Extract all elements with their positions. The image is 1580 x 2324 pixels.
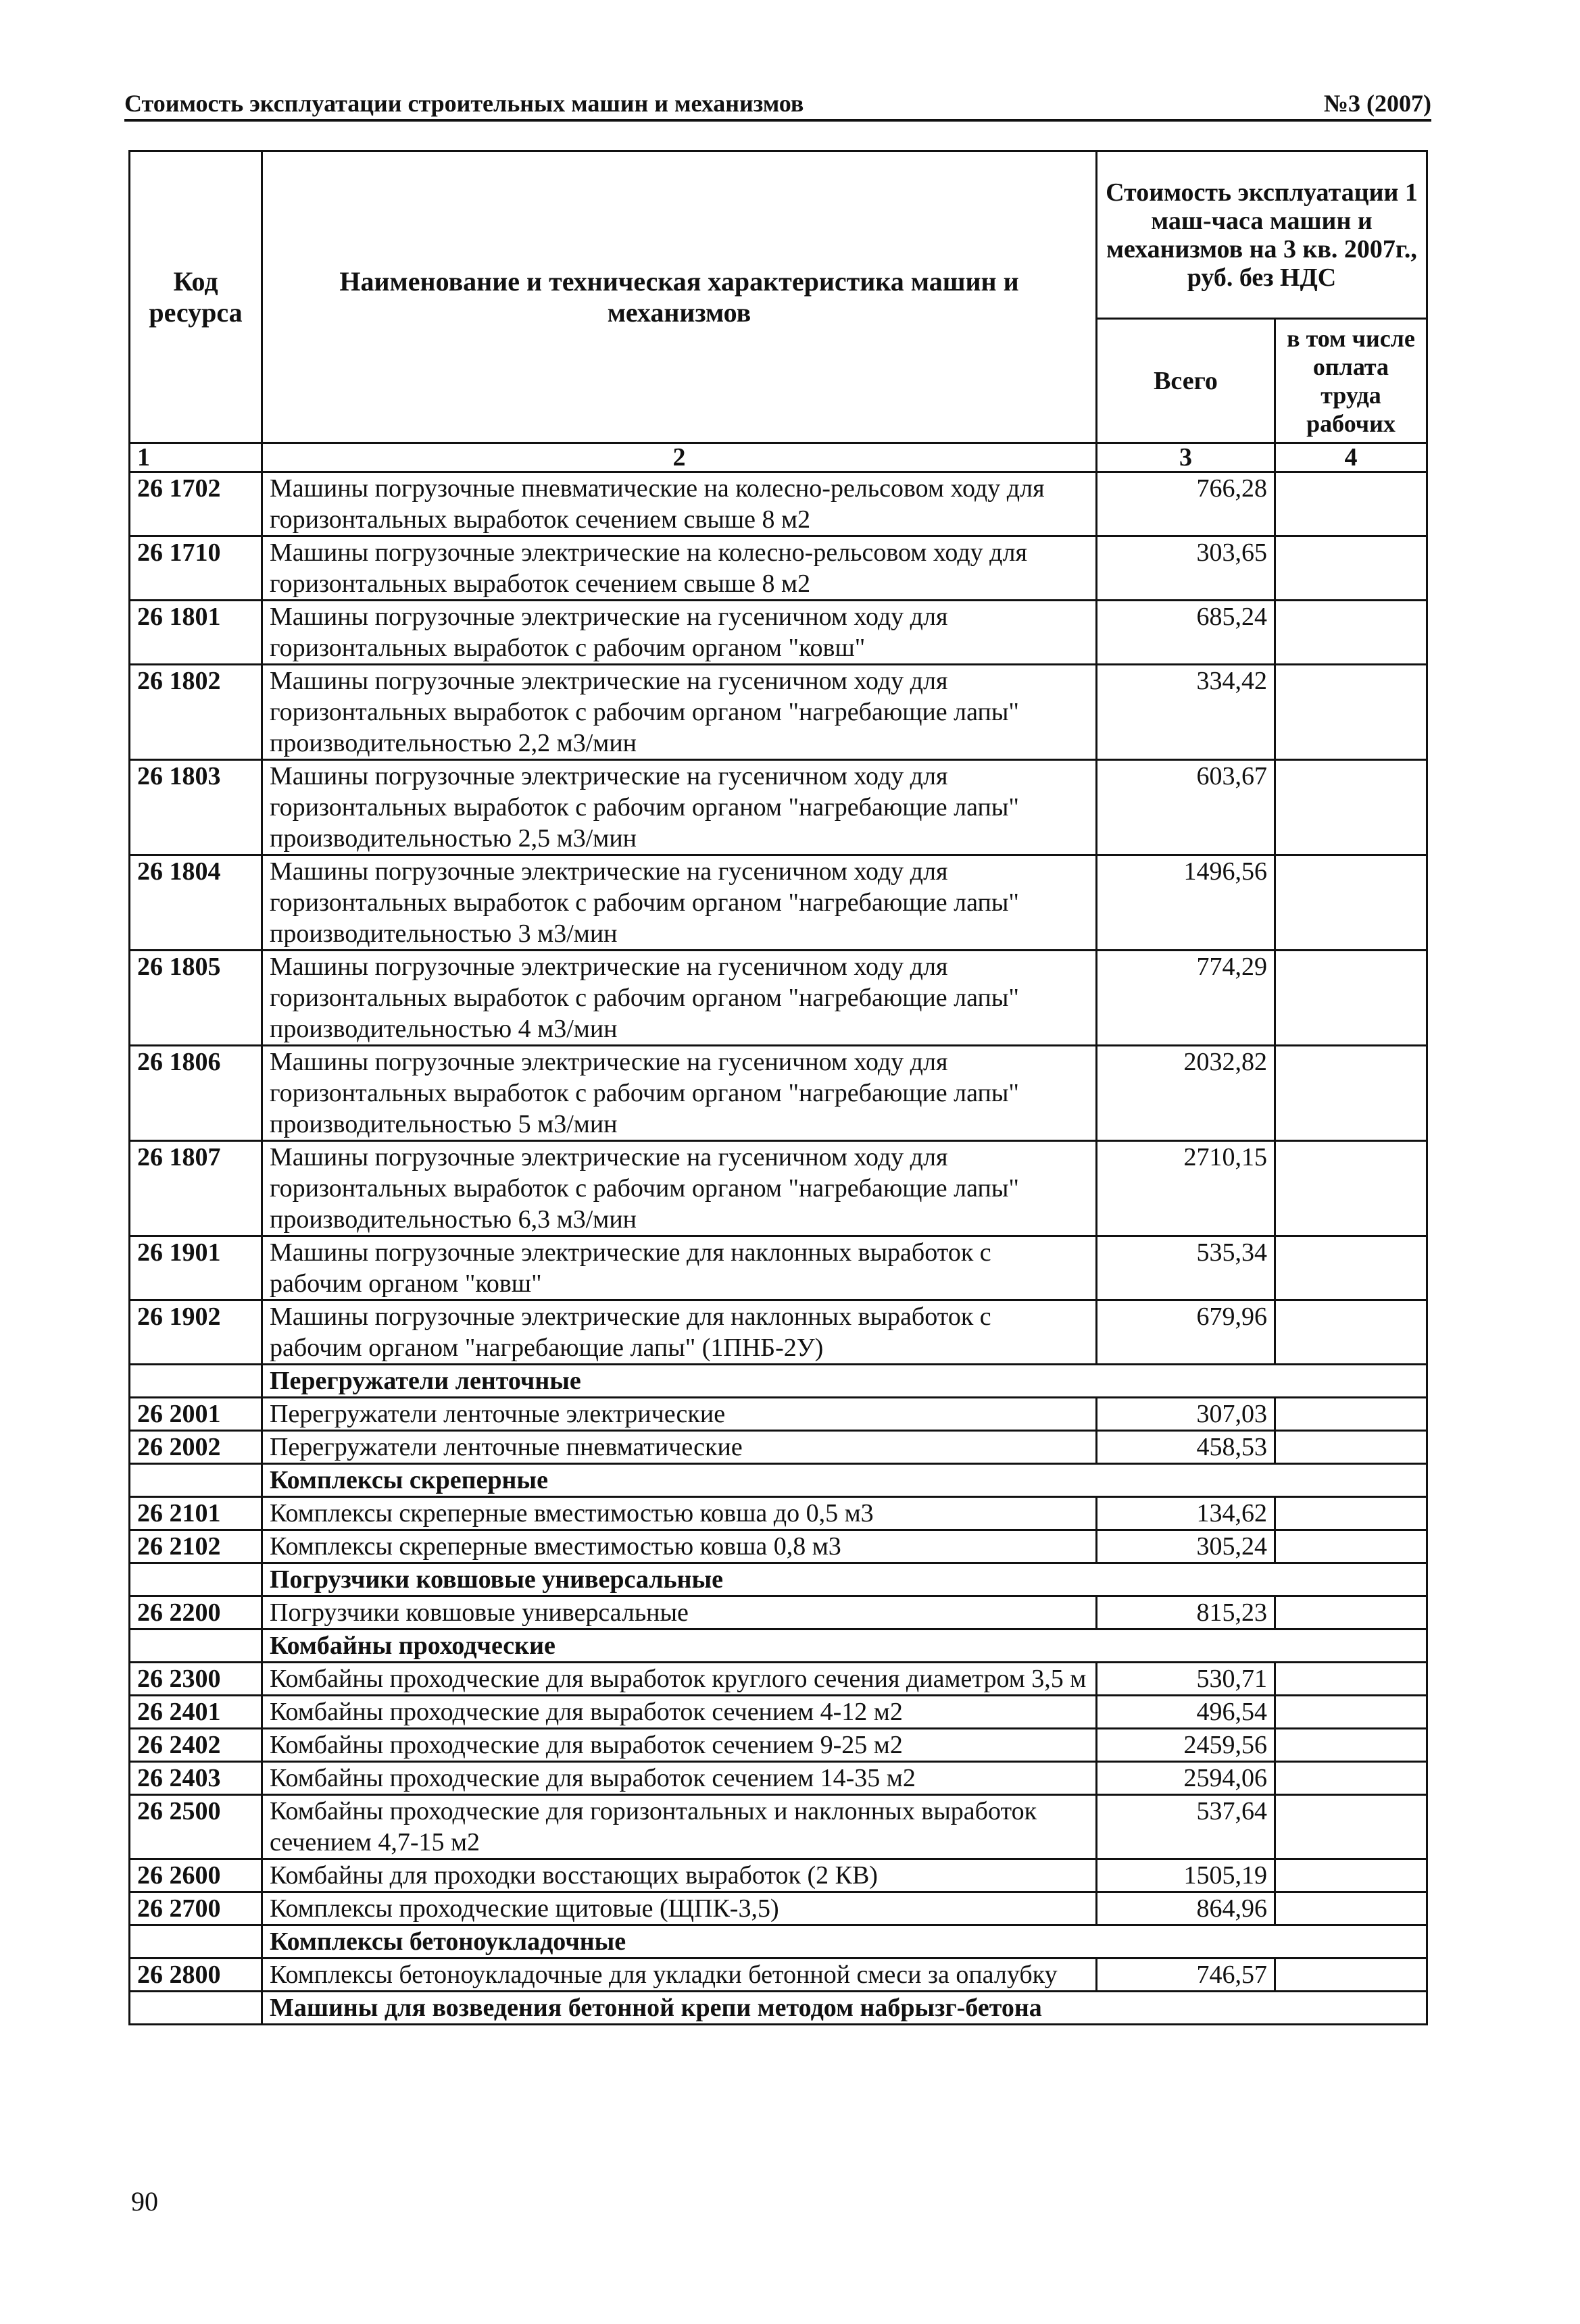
cost-total: 766,28 [1097,472,1275,536]
machine-name: Машины погрузочные электрические для наклонных выработок с рабочим органом "нагребающие лапы" (1ПНБ-2У) [262,1300,1097,1365]
running-header [124,88,1431,119]
table-row [130,1795,1427,1859]
resource-code: 26 1804 [130,855,262,951]
table-row [130,1046,1427,1141]
cost-total: 2710,15 [1097,1141,1275,1236]
issue-number: №3 (2007) [1323,90,1431,117]
section-row [130,1630,1427,1663]
table-row [130,1859,1427,1892]
section-title: Погрузчики ковшовые универсальные [262,1563,1427,1596]
table-row [130,855,1427,951]
labor-cost [1275,665,1427,760]
table-row [130,1497,1427,1530]
labor-cost [1275,1892,1427,1925]
cost-total: 530,71 [1097,1663,1275,1696]
resource-code: 26 1806 [130,1046,262,1141]
labor-cost [1275,601,1427,665]
table-row [130,665,1427,760]
machine-name: Комбайны проходческие для выработок сечением 4-12 м2 [262,1696,1097,1729]
labor-cost [1275,760,1427,855]
cost-total: 1496,56 [1097,855,1275,951]
machine-name: Комплексы скреперные вместимостью ковша 0,8 м3 [262,1530,1097,1563]
resource-code: 26 2402 [130,1729,262,1762]
table-row [130,1959,1427,1992]
document-title: Стоимость эксплуатации строительных машин и механизмов [124,90,804,117]
cost-total: 334,42 [1097,665,1275,760]
labor-cost [1275,1046,1427,1141]
labor-cost [1275,1729,1427,1762]
labor-cost [1275,1497,1427,1530]
labor-cost [1275,1431,1427,1464]
labor-cost [1275,1696,1427,1729]
machine-name: Машины погрузочные электрические на гусеничном ходу для горизонтальных выработок с рабочим органом "нагребающие лапы" производительностью 3 м3/мин [262,855,1097,951]
section-code-cell [130,1365,262,1398]
machine-name: Машины погрузочные электрические на гусеничном ходу для горизонтальных выработок с рабочим органом "нагребающие лапы" производительностью 5 м3/мин [262,1046,1097,1141]
cost-total: 307,03 [1097,1398,1275,1431]
labor-cost [1275,1959,1427,1992]
labor-cost [1275,1596,1427,1630]
column-number: 1 [130,443,262,472]
table-row [130,1141,1427,1236]
resource-code: 26 1702 [130,472,262,536]
machine-name: Перегружатели ленточные электрические [262,1398,1097,1431]
resource-code: 26 2500 [130,1795,262,1859]
machine-name: Комплексы бетоноукладочные для укладки бетонной смеси за опалубку [262,1959,1097,1992]
cost-total: 2459,56 [1097,1729,1275,1762]
resource-code: 26 2101 [130,1497,262,1530]
table-row [130,472,1427,536]
header-machine-name: Наименование и техническая характеристика машин и механизмов [262,151,1097,443]
cost-total: 2594,06 [1097,1762,1275,1795]
header-labor-cost: в том числе оплата труда рабочих [1275,319,1427,443]
machine-name: Перегружатели ленточные пневматические [262,1431,1097,1464]
cost-total: 134,62 [1097,1497,1275,1530]
resource-code: 26 2401 [130,1696,262,1729]
section-title: Комплексы бетоноукладочные [262,1925,1427,1959]
section-title: Комбайны проходческие [262,1630,1427,1663]
labor-cost [1275,1795,1427,1859]
table-row [130,1696,1427,1729]
column-number: 3 [1097,443,1275,472]
column-number: 4 [1275,443,1427,472]
header-resource-code: Код ресурса [130,151,262,443]
cost-total: 774,29 [1097,951,1275,1046]
labor-cost [1275,1530,1427,1563]
labor-cost [1275,1300,1427,1365]
section-row [130,1563,1427,1596]
resource-code: 26 2001 [130,1398,262,1431]
machine-name: Погрузчики ковшовые универсальные [262,1596,1097,1630]
resource-code: 26 2800 [130,1959,262,1992]
table-row [130,760,1427,855]
section-row [130,1464,1427,1497]
machine-name: Комбайны для проходки восстающих выработок (2 КВ) [262,1859,1097,1892]
cost-total: 815,23 [1097,1596,1275,1630]
table-row [130,536,1427,601]
cost-total: 1505,19 [1097,1859,1275,1892]
labor-cost [1275,472,1427,536]
section-code-cell [130,1563,262,1596]
table-row [130,1530,1427,1563]
table-row [130,1762,1427,1795]
table-row [130,1300,1427,1365]
table-row [130,601,1427,665]
machine-name: Комбайны проходческие для горизонтальных и наклонных выработок сечением 4,7-15 м2 [262,1795,1097,1859]
labor-cost [1275,951,1427,1046]
section-row [130,1992,1427,2025]
labor-cost [1275,1141,1427,1236]
section-title: Перегружатели ленточные [262,1365,1427,1398]
table-row [130,1729,1427,1762]
resource-code: 26 1801 [130,601,262,665]
resource-code: 26 2300 [130,1663,262,1696]
machine-name: Машины погрузочные электрические на гусеничном ходу для горизонтальных выработок с рабочим органом "нагребающие лапы" производительностью 2,5 м3/мин [262,760,1097,855]
resource-code: 26 1902 [130,1300,262,1365]
machine-name: Машины погрузочные пневматические на колесно-рельсовом ходу для горизонтальных выработок сечением свыше 8 м2 [262,472,1097,536]
page-number: 90 [131,2186,158,2217]
resource-code: 26 1802 [130,665,262,760]
table-row [130,951,1427,1046]
machine-name: Комбайны проходческие для выработок сечением 14-35 м2 [262,1762,1097,1795]
machine-name: Комплексы скреперные вместимостью ковша до 0,5 м3 [262,1497,1097,1530]
labor-cost [1275,1859,1427,1892]
cost-total: 496,54 [1097,1696,1275,1729]
header-rule [124,119,1431,122]
table-row [130,1892,1427,1925]
cost-total: 864,96 [1097,1892,1275,1925]
cost-total: 679,96 [1097,1300,1275,1365]
cost-total: 537,64 [1097,1795,1275,1859]
labor-cost [1275,1236,1427,1300]
labor-cost [1275,1663,1427,1696]
section-title: Комплексы скреперные [262,1464,1427,1497]
machine-name: Машины погрузочные электрические на гусеничном ходу для горизонтальных выработок с рабочим органом "нагребающие лапы" производительностью 4 м3/мин [262,951,1097,1046]
section-code-cell [130,1630,262,1663]
header-operating-cost: Стоимость эксплуатации 1 маш-часа машин и механизмов на 3 кв. 2007г., руб. без НДС [1097,151,1427,319]
machine-name: Машины погрузочные электрические на гусеничном ходу для горизонтальных выработок с рабочим органом "нагребающие лапы" производительностью 6,3 м3/мин [262,1141,1097,1236]
column-number-row [130,443,1427,472]
resource-code: 26 1807 [130,1141,262,1236]
labor-cost [1275,1398,1427,1431]
resource-code: 26 2600 [130,1859,262,1892]
resource-code: 26 1805 [130,951,262,1046]
cost-total: 303,65 [1097,536,1275,601]
section-row [130,1925,1427,1959]
labor-cost [1275,1762,1427,1795]
cost-total: 535,34 [1097,1236,1275,1300]
table-row [130,1398,1427,1431]
resource-code: 26 2700 [130,1892,262,1925]
machine-name: Машины погрузочные электрические на колесно-рельсовом ходу для горизонтальных выработок сечением свыше 8 м2 [262,536,1097,601]
resource-code: 26 2403 [130,1762,262,1795]
cost-total: 458,53 [1097,1431,1275,1464]
cost-total: 685,24 [1097,601,1275,665]
header-total: Всего [1097,319,1275,443]
resource-code: 26 1901 [130,1236,262,1300]
cost-total: 305,24 [1097,1530,1275,1563]
machine-name: Машины погрузочные электрические на гусеничном ходу для горизонтальных выработок с рабочим органом "нагребающие лапы" производительностью 2,2 м3/мин [262,665,1097,760]
cost-total: 603,67 [1097,760,1275,855]
machine-name: Комплексы проходческие щитовые (ЩПК-3,5) [262,1892,1097,1925]
table-row [130,1596,1427,1630]
resource-code: 26 1803 [130,760,262,855]
resource-code: 26 2102 [130,1530,262,1563]
labor-cost [1275,536,1427,601]
machine-cost-table [128,150,1428,2025]
section-code-cell [130,1464,262,1497]
machine-name: Комбайны проходческие для выработок круглого сечения диаметром 3,5 м [262,1663,1097,1696]
cost-total: 746,57 [1097,1959,1275,1992]
machine-name: Комбайны проходческие для выработок сечением 9-25 м2 [262,1729,1097,1762]
resource-code: 26 1710 [130,536,262,601]
labor-cost [1275,855,1427,951]
table-row [130,1663,1427,1696]
resource-code: 26 2002 [130,1431,262,1464]
cost-total: 2032,82 [1097,1046,1275,1141]
table-row [130,1431,1427,1464]
table-row [130,1236,1427,1300]
section-code-cell [130,1992,262,2025]
machine-name: Машины погрузочные электрические для наклонных выработок с рабочим органом "ковш" [262,1236,1097,1300]
column-number: 2 [262,443,1097,472]
machine-name: Машины погрузочные электрические на гусеничном ходу для горизонтальных выработок с рабочим органом "ковш" [262,601,1097,665]
table-body [130,472,1427,2025]
section-row [130,1365,1427,1398]
section-code-cell [130,1925,262,1959]
section-title: Машины для возведения бетонной крепи методом набрызг-бетона [262,1992,1427,2025]
resource-code: 26 2200 [130,1596,262,1630]
